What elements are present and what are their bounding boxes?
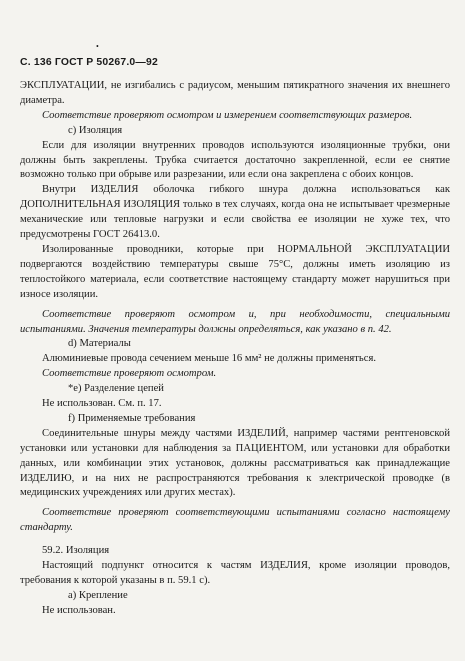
page-header: С. 136 ГОСТ Р 50267.0—92 — [20, 57, 158, 68]
paragraph: Соответствие проверяют соответствующими испытаниями согласно настоящему стандарту. — [20, 507, 450, 534]
paragraph: Если для изоляции внутренних проводов используются изоляционные трубки, они должны быть закреплены. Трубка считается достаточно закрепленной, если ее снятие возможно только при обрыве или разрезании, или если она закреплена с обоих концов. — [20, 139, 450, 181]
section-heading: с) Изоляция — [68, 124, 123, 136]
paragraph: Не использован. — [42, 604, 116, 616]
paragraph: ЭКСПЛУАТАЦИИ, не изгибались с радиусом, меньшим пятикратного значения их внешнего диаметра. — [20, 80, 450, 106]
section-heading: а) Крепление — [68, 589, 128, 601]
document-body — [20, 79, 450, 619]
paragraph: Алюминиевые провода сечением меньше 16 мм² не должны применяться. — [42, 353, 376, 365]
section-heading: *e) Разделение цепей — [68, 383, 164, 395]
paragraph: Изолированные проводники, которые при НОРМАЛЬНОЙ ЭКСПЛУАТАЦИИ подвергаются воздействию температуры свыше 75°С, должны иметь изоляцию из теплостойкого материала, если соответствие настоящему стандарту может нарушиться при износе изоляции. — [20, 243, 450, 300]
section-heading: d) Материалы — [68, 338, 131, 350]
section-heading: 59.2. Изоляция — [42, 545, 110, 557]
paragraph: Соответствие проверяют осмотром и, при необходимости, специальными испытаниями. Значения температуры должны определяться, как указано в п. 42. — [20, 308, 450, 335]
paragraph: Внутри ИЗДЕЛИЯ оболочка гибкого шнура должна использоваться как ДОПОЛНИТЕЛЬНАЯ ИЗОЛЯЦИЯ только в тех случаях, когда она не испытывает чрезмерные механические или тепловые нагрузки и если свойства ее изоляции не хуже тех, что предусмотрены ГОСТ 26413.0. — [20, 184, 450, 241]
paragraph: Соответствие проверяют осмотром и измерением соответствующих размеров. — [42, 109, 413, 121]
paragraph: Соответствие проверяют осмотром. — [42, 368, 217, 380]
paragraph: Настоящий подпункт относится к частям ИЗДЕЛИЯ, кроме изоляции проводов, требования к которой указаны в п. 59.1 с). — [20, 560, 450, 586]
section-heading: f) Применяемые требования — [68, 412, 196, 424]
page-mark: • — [96, 42, 99, 51]
paragraph: Соединительные шнуры между частями ИЗДЕЛИЙ, например частями рентгеновской установки или установки для наблюдения за ПАЦИЕНТОМ, или установки для обработки данных, или комбинации этих установок, должны рассматриваться как принадлежащие ИЗДЕЛИЮ, и на них не распространяются требования к электрической проводке (в медицинских учреждениях или других местах). — [20, 427, 450, 499]
paragraph: Не использован. См. п. 17. — [42, 398, 162, 410]
